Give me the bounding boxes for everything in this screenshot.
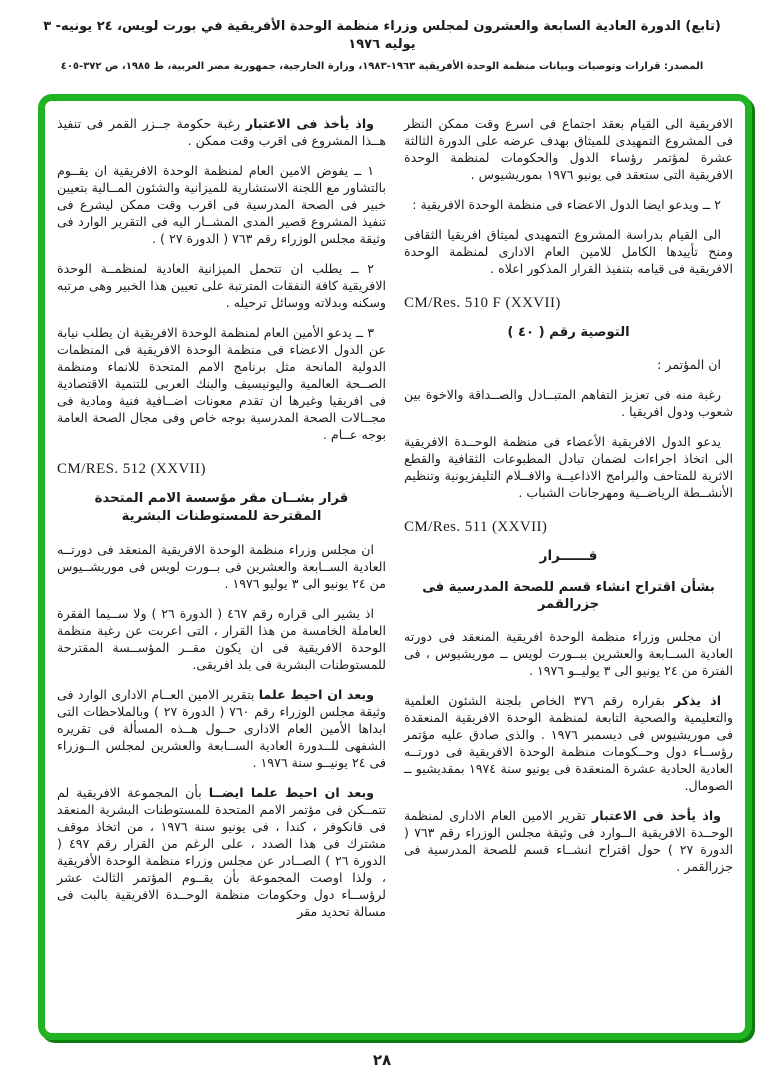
paragraph-text: بقراره رقم ٣٧٦ الخاص بلجنة الشئون العلمية والتعليمية والصحية التابعة لمنظمة الوحدة الافريقية المنعقدة فى موريشيوس فى ديسمبر ١٩٧٦ . والذى صادق عليه مؤتمر رؤســاء دول وحــكومات منظمة الوحدة الافريقية فى دورتــه العادية الحادية عشرة المنعقدة فى يونيو سنة ١٩٧٤ بمقديشيو ــ الصومال. [404, 693, 734, 793]
recommendation-title: التوصية رقم ( ٤٠ ) [507, 325, 630, 340]
paragraph-text: بأن المجموعة الافريقية لم تتمــكن فى مؤتمر الامم المتحدة للمستوطنات البشرية المنعقد فى فانكوفر ، كندا ، فى يونيو سنة ١٩٧٦ ، من اتخاذ موقف مشترك فى هذا الصدد ، على الرغم من القرار رقم ٤٩٧ ( الدورة ٢٦ ) الصــادر عن مجلس وزراء منظمة الوحدة الأفريقية ، ولذا اوصت المجموعة بأن يقــوم المؤتمر الثالث عشر لرؤســاء دول وحكومات منظمة الوحــدة الافريقية بالبت فى مسالة تحديد مقر [57, 785, 386, 919]
bold-lead: وبعد ان احيط علما ايضــا [208, 785, 374, 800]
source-citation: المصدر: قرارات وتوصيات وبيانات منظمة الوحدة الأفريقية ١٩٦٣-١٩٨٣، وزارة الخارجية، جمهورية مصر العربية، ط ١٩٨٥، ص ٣٧٢-٤٠٥ [60, 61, 704, 72]
paragraph [57, 686, 386, 771]
two-column-layout [57, 115, 733, 1025]
left-column [57, 115, 386, 1025]
paragraph [404, 807, 733, 875]
bold-lead: اذ يذكر [673, 693, 722, 708]
page-number: ٢٨ [372, 1051, 392, 1069]
paragraph: ١ ــ يفوض الامين العام لمنظمة الوحدة الافريقية ان يقــوم بالتشاور مع اللجنة الاستشارية للميزانية والشئون المــالية بتعيين خبير فى الصحة المدرسية فى اقرب وقت ممكن ليشرع فى تنفيذ المشروع قصير المدى المشــار اليه فى التقرير الوارد فى وثيقة مجلس الوزراء رقم ٧٦٣ ( الدورة ٢٧ ) . [57, 163, 386, 246]
paragraph-text: بتقرير الامين العــام الادارى الوارد فى وثيقة مجلس الوزراء رقم ٧٦٠ ( الدورة ٢٧ ) وبالملاحظات التى ابداها الأمين العام الادارى حــول هــذه المسألة فى تقريره الشفهى للــدورة العادية الســابعة والعشرين لمجلس الــوزراء فى ٢٤ يونيــو سنة ١٩٧٦ . [57, 687, 386, 770]
paragraph: ان مجلس وزراء منظمة الوحدة الافريقية المنعقد فى دورتــه العادية الســابعة والعشرين فى بــورت لويس فى موريشــيوس من ٢٤ يونيو الى ٣ يوليو ١٩٧٦ . [57, 542, 386, 591]
content-frame [38, 94, 752, 1040]
paragraph-text: تقرير الامين العام الادارى لمنظمة الوحــدة الافريقية الــوارد فى وثيقة مجلس الوزراء رقم ٧٦٣ ( الدورة ٢٧ ) حول اقتراح انشــاء قسم للصحة المدرسية فى جزرالقمر . [404, 808, 733, 874]
right-column [404, 115, 733, 1025]
resolution-id-511: CM/Res. 511 (XXVII) [404, 519, 548, 535]
paragraph: ان المؤتمر : [657, 357, 721, 372]
paragraph [57, 784, 386, 920]
paragraph: ٢ ــ ويدعو ايضا الدول الاعضاء فى منظمة الوحدة الافريقية : [412, 197, 721, 212]
resolution-title [57, 490, 386, 526]
resolution-subject: بشأن اقتراح انشاء قسم للصحة المدرسية فى جزرالقمر [422, 580, 715, 612]
paragraph [57, 115, 386, 149]
page-header [0, 18, 764, 72]
bold-lead: واذ يأخذ فى الاعتبار [245, 116, 374, 131]
paragraph: الافريقية الى القيام بعقد اجتماع فى اسرع وقت ممكن النظر فى المشروع التمهيدى للميثاق بهدف عرضه على الدورة الثالثة عشرة لمؤتمر رؤساء الدول والحكومات لمنظمة الوحدة الافريقية التى ستعقد فى يونيو ١٩٧٦ بموريشيوس . [404, 116, 733, 182]
bold-lead: وبعد ان احيط علما [258, 687, 374, 702]
resolution-id-510: CM/Res. 510 F (XXVII) [404, 295, 561, 311]
paragraph: ٣ ــ يدعو الأمين العام لمنظمة الوحدة الافريقية ان يطلب نيابة عن الدول الاعضاء فى منظمة الوحدة الافريقية فى المنظمات الدولية المانحة مثل برنامج الامم المتحدة للانماء ومنظمة الصــحة العالمية واليونيسيف والبنك العربى للتنمية الاقتصادية فى افريقيا وغيرها ان تقدم معونات اضــافية فنية ومادية فى مجــالات الصحة المدرسية بوجه خاص وفى مجال الصحة العامة بوجه عــام . [57, 325, 386, 442]
paragraph: رغبة منه فى تعزيز التفاهم المتبــادل والصــداقة والاخوة بين شعوب ودول افريقيا . [404, 387, 733, 419]
paragraph: ان مجلس وزراء منظمة الوحدة افريقية المنعقد فى دورته العادية الســابعة والعشرين ببــورت لويس ــ موريشيوس ، فى الفترة من ٢٤ يونيو الى ٣ يوليــو ١٩٧٦ . [404, 629, 733, 678]
bold-lead: واذ يأخذ فى الاعتبار [591, 808, 721, 823]
paragraph [404, 692, 733, 794]
resolution-title-line2: المقترحة للمستوطنات البشرية [121, 509, 322, 524]
paragraph: ٢ ــ يطلب ان تتحمل الميزانية العادية لمنظمــة الوحدة الافريقية كافة النفقات المترتبة على تعيين هذا الخبير وهى مرتبه وسكنه وبدلاته ووسائل ترحيله . [57, 261, 386, 310]
paragraph: اذ يشير الى قراره رقم ٤٦٧ ( الدورة ٢٦ ) ولا ســيما الفقرة العاملة الخامسة من هذا القرار ، التى اعربت عن رغبة منظمة الوحدة الافريقية فى ان يكون مقــر المؤســسة المقترحة للمستوطنات البشرية فى بلد افريقى. [57, 606, 386, 672]
resolution-title-line1: قرار بشــان مقر مؤسسة الامم المتحدة [94, 491, 349, 506]
resolution-heading: قــــــرار [539, 548, 598, 564]
resolution-id-512: CM/RES. 512 (XXVII) [57, 461, 206, 477]
paragraph-text: رغبة حكومة جــزر القمر فى تنفيذ هــذا المشروع فى اقرب وقت ممكن . [57, 116, 386, 148]
paragraph: يدعو الدول الافريقية الأعضاء فى منظمة الوحــدة الافريقية الى اتخاذ اجراءات لضمان تبادل المطبوعات الثقافية والقطع الاثرية للمتاحف والبرامج الاذاعيــة والافــلام التليفزيونية وتنظيم الأنشــطة الرياضــية ومهرجانات الشباب . [404, 434, 733, 500]
session-title: (تابع) الدورة العادية السابعة والعشرون لمجلس وزراء منظمة الوحدة الأفريقية في بورت لويس، ٢٤ يونيه- ٣ يوليه ١٩٧٦ [43, 19, 721, 52]
paragraph: الى القيام بدراسة المشروع التمهيدى لميثاق افريقيا الثقافى ومنح تأييدها الكامل للامين العام الادارى لمنظمة الوحدة الافريقية فى قيامه بتنفيذ القرار المذكور اعلاه . [404, 227, 733, 276]
